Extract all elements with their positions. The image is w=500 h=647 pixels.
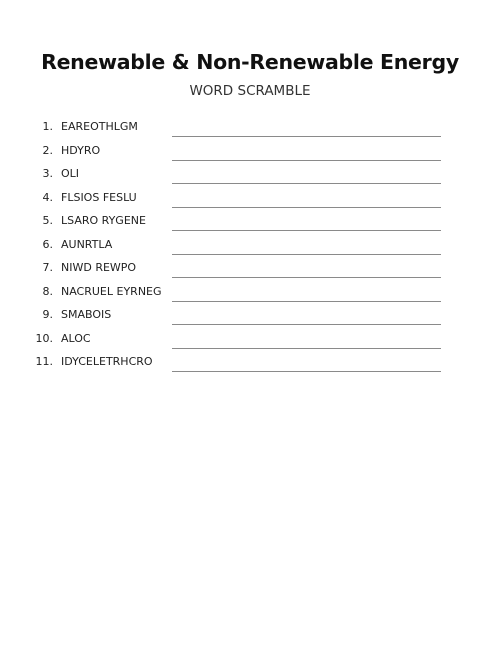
item-number: 10. — [35, 331, 53, 345]
list-item — [0, 305, 500, 325]
item-number: 11. — [35, 355, 53, 368]
answer-line[interactable] — [172, 136, 441, 137]
list-item — [0, 117, 500, 137]
scrambled-word: SMABOIS — [61, 308, 112, 321]
answer-line[interactable] — [172, 348, 441, 349]
list-item — [0, 188, 500, 208]
item-number: 9. — [42, 308, 53, 321]
worksheet-subtitle: WORD SCRAMBLE — [189, 83, 311, 99]
list-item — [0, 211, 500, 231]
scrambled-word: EAREOTHLGM — [61, 120, 138, 133]
answer-line[interactable] — [172, 324, 441, 325]
item-number: 3. — [42, 167, 53, 180]
answer-line[interactable] — [172, 254, 441, 255]
scrambled-word: NACRUEL EYRNEG — [61, 284, 162, 298]
scrambled-word: NIWD REWPO — [61, 261, 137, 274]
scrambled-word: OLI — [61, 167, 80, 180]
scrambled-word: LSARO RYGENE — [61, 214, 146, 227]
scrambled-word: ALOC — [61, 331, 91, 345]
item-number: 6. — [42, 237, 53, 251]
answer-line[interactable] — [172, 160, 441, 161]
item-number: 8. — [42, 284, 53, 298]
answer-line[interactable] — [172, 183, 441, 184]
list-item — [0, 141, 500, 161]
list-item — [0, 282, 500, 302]
list-item — [0, 352, 500, 372]
answer-line[interactable] — [172, 207, 441, 208]
list-item — [0, 258, 500, 278]
scrambled-word: HDYRO — [61, 143, 101, 157]
scrambled-word: IDYCELETRHCRO — [61, 355, 153, 368]
item-number: 7. — [42, 261, 53, 274]
list-item — [0, 164, 500, 184]
worksheet-title: Renewable & Non-Renewable Energy — [41, 50, 459, 74]
list-item — [0, 329, 500, 349]
answer-line[interactable] — [172, 230, 441, 231]
item-number: 5. — [42, 214, 53, 227]
scrambled-word: FLSIOS FESLU — [61, 190, 137, 204]
answer-line[interactable] — [172, 277, 441, 278]
item-number: 4. — [42, 190, 53, 204]
item-number: 1. — [42, 120, 53, 133]
scrambled-word: AUNRTLA — [61, 237, 113, 251]
list-item — [0, 235, 500, 255]
answer-line[interactable] — [172, 371, 441, 372]
item-number: 2. — [42, 143, 53, 157]
answer-line[interactable] — [172, 301, 441, 302]
